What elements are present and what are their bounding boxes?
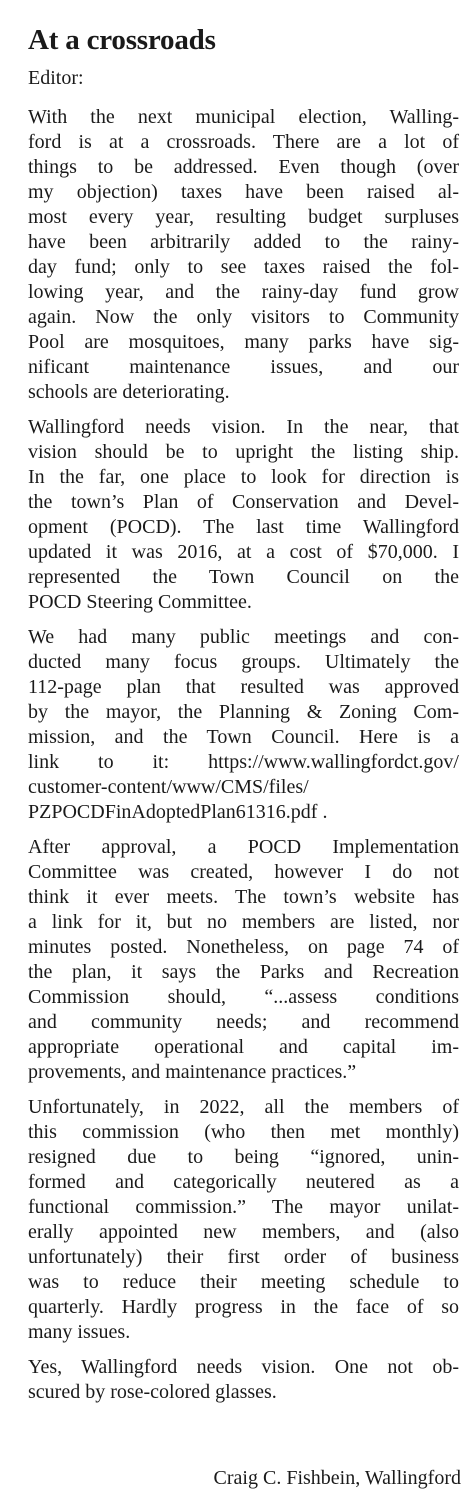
text-line: Committee was created, however I do not xyxy=(28,861,459,884)
text-line: unfortunately) their first order of business xyxy=(28,1246,459,1269)
text-line: many issues. xyxy=(28,1321,131,1344)
text-line: In the far, one place to look for direction is xyxy=(28,466,459,489)
text-line: things to be addressed. Even though (over xyxy=(28,156,459,179)
text-line: ford is at a crossroads. There are a lot of xyxy=(28,131,459,154)
salutation: Editor: xyxy=(28,67,84,90)
paragraph-6 xyxy=(28,1355,459,1405)
text-line: customer-content/www/CMS/files/ xyxy=(28,776,309,799)
text-line: minutes posted. Nonetheless, on page 74 of xyxy=(28,936,459,959)
text-line: We had many public meetings and con- xyxy=(28,626,459,649)
text-line: appropriate operational and capital im- xyxy=(28,1036,459,1059)
text-line: was to reduce their meeting schedule to xyxy=(28,1271,459,1294)
text-line: link to it: https://www.wallingfordct.gov/ xyxy=(28,751,459,774)
text-line: Commission should, “...assess conditions xyxy=(28,986,459,1009)
text-line: Unfortunately, in 2022, all the members of xyxy=(28,1096,459,1119)
paragraph-5 xyxy=(28,1095,459,1345)
paragraph-2 xyxy=(28,415,459,615)
text-line: ducted many focus groups. Ultimately the xyxy=(28,651,459,674)
text-line: formed and categorically neutered as a xyxy=(28,1171,459,1194)
paragraph-3 xyxy=(28,625,459,825)
text-line: functional commission.” The mayor unilat- xyxy=(28,1196,459,1219)
text-line: vision should be to upright the listing ship. xyxy=(28,441,459,464)
text-line: represented the Town Council on the xyxy=(28,566,459,589)
text-line: With the next municipal election, Walling- xyxy=(28,106,459,129)
text-line: Pool are mosquitoes, many parks have sig- xyxy=(28,331,459,354)
text-line: Wallingford needs vision. In the near, that xyxy=(28,416,459,439)
text-line: again. Now the only visitors to Community xyxy=(28,306,459,329)
text-line: the town’s Plan of Conservation and Devel- xyxy=(28,491,459,514)
text-line: and community needs; and recommend xyxy=(28,1011,459,1034)
text-line: think it ever meets. The town’s website has xyxy=(28,886,459,909)
text-line: Yes, Wallingford needs vision. One not ob- xyxy=(28,1356,459,1379)
paragraph-1 xyxy=(28,105,459,405)
text-line: quarterly. Hardly progress in the face of so xyxy=(28,1296,459,1319)
text-line: After approval, a POCD Implementation xyxy=(28,836,459,859)
text-line: have been arbitrarily added to the rainy- xyxy=(28,231,459,254)
text-line: a link for it, but no members are listed, nor xyxy=(28,911,459,934)
letter-body xyxy=(28,105,459,1405)
text-line: PZPOCDFinAdoptedPlan61316.pdf . xyxy=(28,801,328,824)
text-line: lowing year, and the rainy-day fund grow xyxy=(28,281,459,304)
text-line: mission, and the Town Council. Here is a xyxy=(28,726,459,749)
text-line: resigned due to being “ignored, unin- xyxy=(28,1146,459,1169)
headline: At a crossroads xyxy=(28,24,216,56)
text-line: my objection) taxes have been raised al- xyxy=(28,181,459,204)
text-line: nificant maintenance issues, and our xyxy=(28,356,459,379)
text-line: most every year, resulting budget surpluses xyxy=(28,206,459,229)
text-line: opment (POCD). The last time Wallingford xyxy=(28,516,459,539)
text-line: provements, and maintenance practices.” xyxy=(28,1061,357,1084)
text-line: 112-page plan that resulted was approved xyxy=(28,676,459,699)
text-line: day fund; only to see taxes raised the fol- xyxy=(28,256,459,279)
text-line: updated it was 2016, at a cost of $70,000. I xyxy=(28,541,459,564)
text-line: erally appointed new members, and (also xyxy=(28,1221,459,1244)
text-line: by the mayor, the Planning & Zoning Com- xyxy=(28,701,459,724)
text-line: the plan, it says the Parks and Recreation xyxy=(28,961,459,984)
signature: Craig C. Fishbein, Wallingford xyxy=(213,1467,461,1489)
text-line: this commission (who then met monthly) xyxy=(28,1121,459,1144)
text-line: schools are deteriorating. xyxy=(28,381,230,404)
text-line: scured by rose-colored glasses. xyxy=(28,1381,277,1404)
paragraph-4 xyxy=(28,835,459,1085)
text-line: POCD Steering Committee. xyxy=(28,591,252,614)
